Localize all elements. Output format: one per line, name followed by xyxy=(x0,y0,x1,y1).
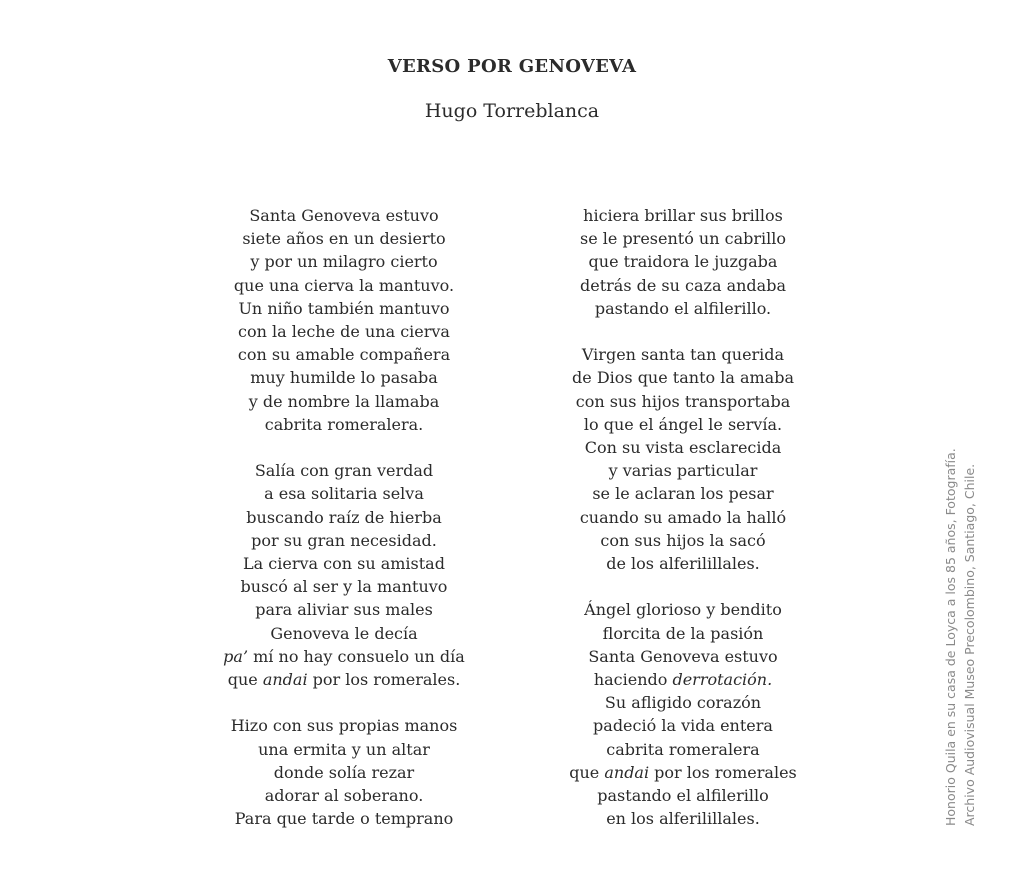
verse-text: Virgen santa tan querida xyxy=(581,345,785,365)
verse-text: haciendo xyxy=(593,670,673,690)
caption-line-2: Archivo Audiovisual Museo Precolombino, Santiago, Chile. xyxy=(962,463,977,826)
verse-text: pastando el alfilerillo. xyxy=(594,298,772,318)
verse-line xyxy=(184,761,504,784)
verse-line xyxy=(523,390,843,413)
verse-line xyxy=(523,459,843,482)
verse-text: con sus hijos la sacó xyxy=(600,530,766,550)
verse-text: en los alferilillales. xyxy=(606,809,760,829)
verse-text: buscó al ser y la mantuvo xyxy=(240,577,448,597)
verse-line xyxy=(184,714,504,737)
verse-text: por los romerales. xyxy=(307,670,461,690)
verse-line xyxy=(523,552,843,575)
verse-text: Para que tarde o temprano xyxy=(234,809,454,829)
verse-line xyxy=(184,204,504,227)
verse-line xyxy=(184,506,504,529)
verse-text: de Dios que tanto la amaba xyxy=(572,368,794,388)
verse-text: de los alferilillales. xyxy=(606,554,760,574)
verse-text: Genoveva le decía xyxy=(270,623,418,643)
caption-line-1: Honorio Quila en su casa de Loyca a los 85 años, Fotografía. xyxy=(943,448,958,826)
verse-line xyxy=(523,250,843,273)
verse-text: detrás de su caza andaba xyxy=(580,275,786,295)
verse-text: muy humilde lo pasaba xyxy=(250,368,438,388)
verse-text: donde solía rezar xyxy=(273,762,415,782)
verse-text: Con su vista esclarecida xyxy=(584,438,782,458)
verse-line xyxy=(184,807,504,830)
verse-text: a esa solitaria selva xyxy=(264,484,424,504)
verse-text: que una cierva la mantuvo. xyxy=(233,275,455,295)
verse-line xyxy=(184,413,504,436)
verse-line xyxy=(523,436,843,459)
stanza xyxy=(523,204,843,320)
poem-column-right xyxy=(523,204,843,854)
stanza xyxy=(523,343,843,575)
verse-line xyxy=(523,622,843,645)
verse-line xyxy=(523,366,843,389)
verse-text: florcita de la pasión xyxy=(602,623,764,643)
verse-line xyxy=(523,691,843,714)
verse-text: Salía con gran verdad xyxy=(254,461,434,481)
verse-line xyxy=(184,320,504,343)
verse-text: y por un milagro cierto xyxy=(250,252,438,272)
verse-text: por los romerales xyxy=(649,762,797,782)
verse-line xyxy=(184,622,504,645)
verse-text: Santa Genoveva estuvo xyxy=(249,206,439,225)
verse-text: buscando raíz de hierba xyxy=(246,507,442,527)
verse-text: Santa Genoveva estuvo xyxy=(588,646,778,666)
verse-line xyxy=(184,575,504,598)
verse-line xyxy=(523,761,843,784)
verse-text: Un niño también mantuvo xyxy=(238,298,450,318)
italic-word: pa’ xyxy=(223,646,249,666)
verse-text: padeció la vida entera xyxy=(593,716,773,736)
verse-text: adorar al soberano. xyxy=(264,786,424,806)
verse-line xyxy=(184,529,504,552)
verse-line xyxy=(184,459,504,482)
verse-text: mí no hay consuelo un día xyxy=(248,646,465,666)
verse-text: cabrita romeralera xyxy=(606,739,760,759)
verse-line xyxy=(523,645,843,668)
verse-line xyxy=(184,738,504,761)
verse-line xyxy=(523,807,843,830)
poem-column-left xyxy=(184,204,504,854)
stanza xyxy=(184,204,504,436)
verse-text: y varias particular xyxy=(608,461,758,481)
verse-line xyxy=(184,227,504,250)
verse-text: y de nombre la llamaba xyxy=(248,391,440,411)
verse-line xyxy=(184,668,504,691)
verse-line xyxy=(184,297,504,320)
verse-line xyxy=(184,645,504,668)
verse-text: con la leche de una cierva xyxy=(238,322,450,342)
verse-text: cabrita romeralera. xyxy=(264,414,424,434)
verse-line xyxy=(523,784,843,807)
verse-text: pastando el alfilerillo xyxy=(597,786,769,806)
verse-line xyxy=(523,204,843,227)
verse-text: lo que el ángel le servía. xyxy=(583,414,783,434)
verse-line xyxy=(523,274,843,297)
verse-line xyxy=(523,482,843,505)
poem-title: VERSO POR GENOVEVA xyxy=(387,56,637,77)
verse-line xyxy=(184,390,504,413)
verse-line xyxy=(523,529,843,552)
italic-word: derrotación. xyxy=(672,670,773,690)
verse-line xyxy=(184,784,504,807)
verse-line xyxy=(184,552,504,575)
verse-text: La cierva con su amistad xyxy=(243,554,445,574)
verse-line xyxy=(184,598,504,621)
verse-line xyxy=(523,738,843,761)
verse-line xyxy=(184,274,504,297)
verse-line xyxy=(523,714,843,737)
stanza xyxy=(184,459,504,691)
italic-word: andai xyxy=(262,670,308,690)
verse-text: con su amable compañera xyxy=(237,345,451,365)
verse-line xyxy=(523,506,843,529)
verse-text: que xyxy=(227,670,263,690)
verse-text: Su afligido corazón xyxy=(604,693,762,713)
verse-text: se le presentó un cabrillo xyxy=(580,229,786,249)
verse-line xyxy=(184,366,504,389)
verse-text: que traidora le juzgaba xyxy=(588,252,778,272)
verse-line xyxy=(523,297,843,320)
verse-line xyxy=(523,227,843,250)
verse-text: Ángel glorioso y bendito xyxy=(584,600,782,620)
verse-text: por su gran necesidad. xyxy=(251,530,437,550)
verse-line xyxy=(184,343,504,366)
verse-line xyxy=(523,668,843,691)
italic-word: andai xyxy=(604,762,650,782)
poem-author: Hugo Torreblanca xyxy=(424,100,600,122)
verse-text: una ermita y un altar xyxy=(258,739,430,759)
stanza xyxy=(184,714,504,830)
verse-text: para aliviar sus males xyxy=(255,600,433,620)
verse-line xyxy=(523,598,843,621)
verse-line xyxy=(523,343,843,366)
verse-text: Hizo con sus propias manos xyxy=(230,716,458,736)
verse-text: con sus hijos transportaba xyxy=(575,391,791,411)
verse-line xyxy=(184,250,504,273)
verse-text: cuando su amado la halló xyxy=(579,507,787,527)
stanza xyxy=(523,598,843,830)
photo-caption xyxy=(941,448,979,826)
verse-text: se le aclaran los pesar xyxy=(592,484,774,504)
verse-line xyxy=(184,482,504,505)
verse-text: siete años en un desierto xyxy=(242,229,446,249)
verse-text: hiciera brillar sus brillos xyxy=(583,206,783,225)
verse-line xyxy=(523,413,843,436)
verse-text: que xyxy=(569,762,605,782)
